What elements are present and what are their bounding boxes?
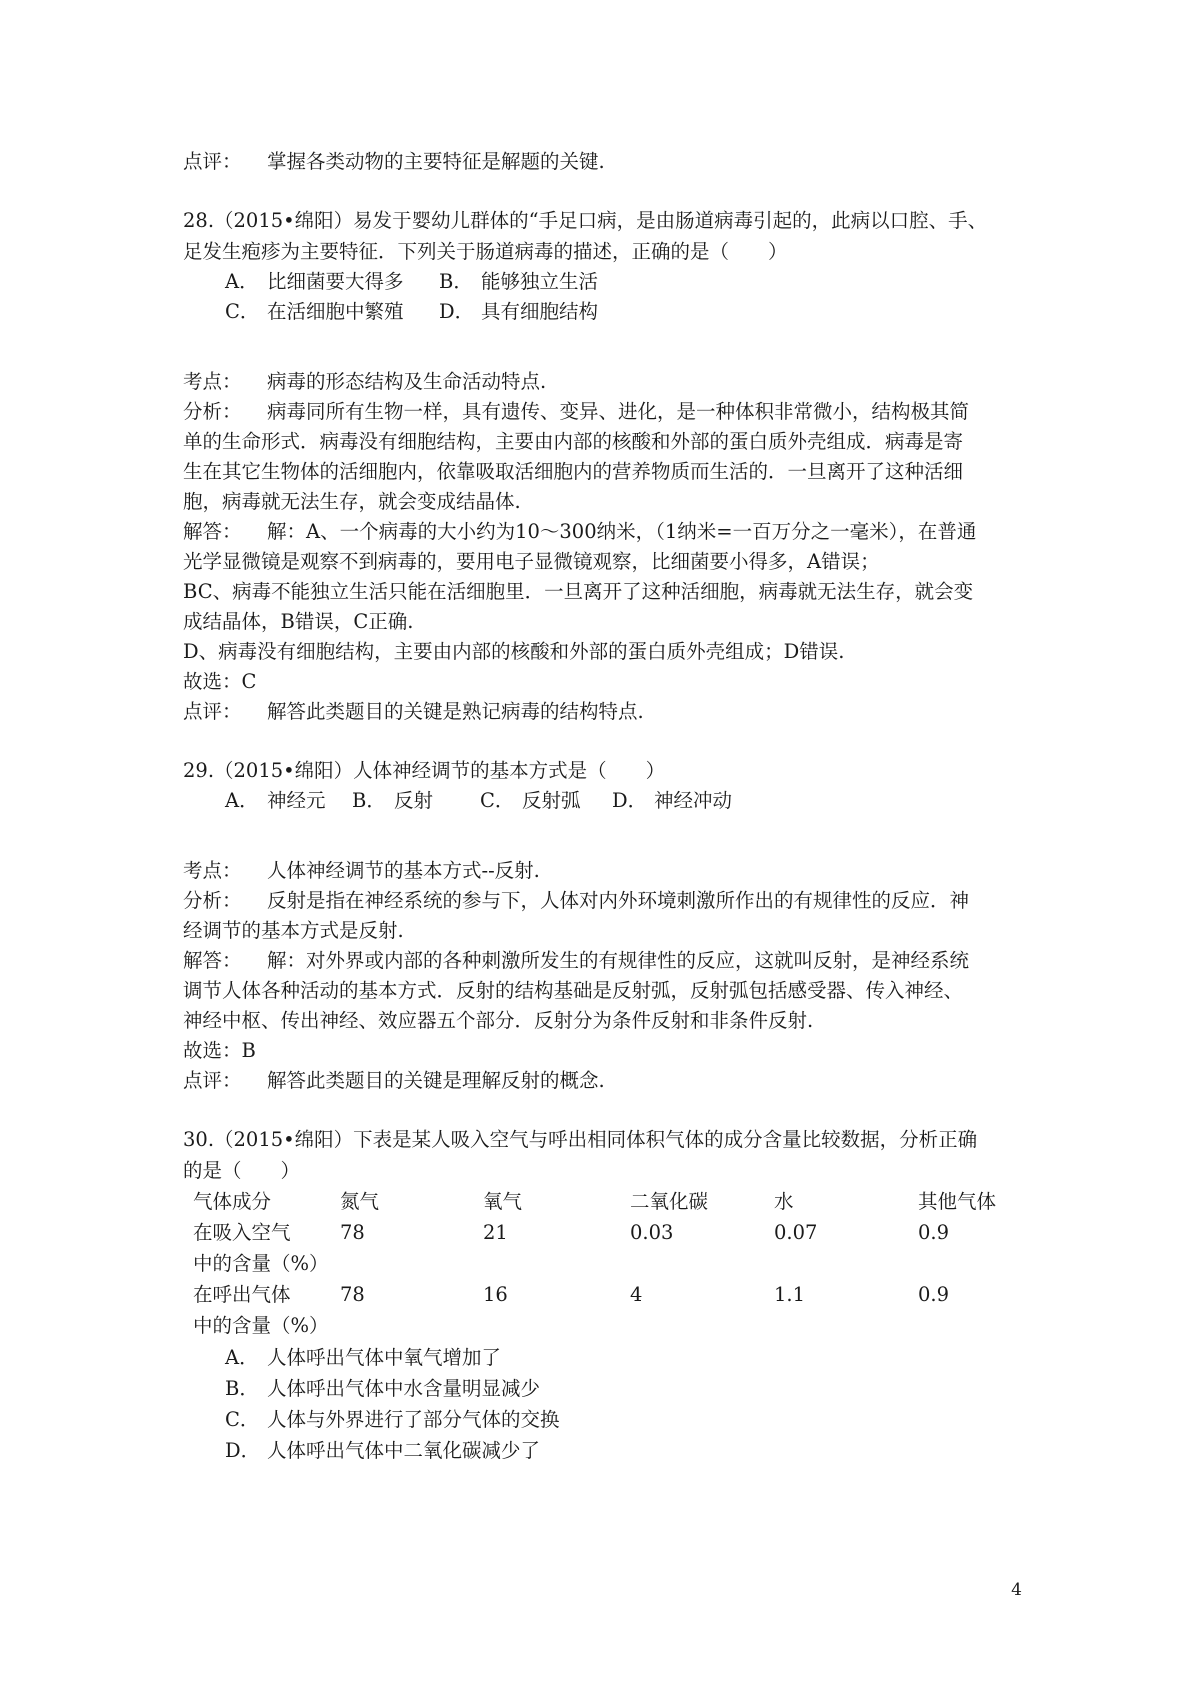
comment-text: 掌握各类动物的主要特征是解题的关键.: [267, 150, 605, 173]
q28-option-d: D． 具有细胞结构: [439, 300, 599, 323]
table-row-label: 在呼出气体: [193, 1283, 291, 1306]
q28-option-b: B． 能够独立生活: [439, 270, 599, 293]
table-cell: 21: [483, 1221, 508, 1244]
q28-fenxi-line-1: 分析： 病毒同所有生物一样，具有遗传、变异、进化，是一种体积非常微小，结构极其简: [183, 400, 970, 423]
q30-option-a: A． 人体呼出气体中氧气增加了: [225, 1346, 502, 1369]
table-header-cell: 氧气: [483, 1190, 523, 1213]
q28-kaodian: 考点： 病毒的形态结构及生命活动特点.: [183, 370, 547, 393]
q28-fenxi-line-2: 单的生命形式．病毒没有细胞结构，主要由内部的核酸和外部的蛋白质外壳组成．病毒是寄: [183, 430, 964, 453]
q28-jieda-line-4: 成结晶体，B错误，C正确.: [183, 610, 414, 633]
table-cell: 78: [340, 1283, 365, 1306]
q28-jieda-line-3: BC、病毒不能独立生活只能在活细胞里．一旦离开了这种活细胞，病毒就无法生存，就会变: [183, 580, 974, 603]
q29-fenxi-line-1: 分析： 反射是指在神经系统的参与下，人体对内外环境刺激所作出的有规律性的反应．神: [183, 889, 970, 912]
q28-fenxi-line-3: 生在其它生物体的活细胞内，依靠吸取活细胞内的营养物质而生活的．一旦离开了这种活细: [183, 460, 964, 483]
q30-stem-line-2: 的是（ ）: [183, 1159, 301, 1182]
table-cell: 1.1: [774, 1283, 806, 1306]
q29-option-c: C． 反射弧: [480, 789, 581, 812]
q29-stem: 29.（2015•绵阳）人体神经调节的基本方式是（ ）: [183, 759, 666, 782]
top-comment: [183, 146, 605, 178]
table-header-cell: 气体成分: [193, 1190, 272, 1213]
table-cell: 0.03: [630, 1221, 674, 1244]
q29-kaodian: 考点： 人体神经调节的基本方式--反射.: [183, 859, 540, 882]
q29-jieda-line-2: 调节人体各种活动的基本方式．反射的结构基础是反射弧，反射弧包括感受器、传入神经、: [183, 979, 964, 1002]
table-header-cell: 二氧化碳: [630, 1190, 709, 1213]
q28-answer: 故选：C: [183, 670, 257, 693]
q29-option-d: D． 神经冲动: [612, 789, 733, 812]
q29-jieda-line-1: 解答： 解：对外界或内部的各种刺激所发生的有规律性的反应，这就叫反射，是神经系统: [183, 949, 970, 972]
q28-fenxi-line-4: 胞，病毒就无法生存，就会变成结晶体.: [183, 490, 521, 513]
q28-stem-line-1: 28.（2015•绵阳）易发于婴幼儿群体的“手足口病，是由肠道病毒引起的，此病以口腔、手、: [183, 209, 988, 232]
table-row-label: 中的含量（%）: [193, 1252, 329, 1275]
q28-jieda-line-2: 光学显微镜是观察不到病毒的，要用电子显微镜观察，比细菌要小得多，A错误；: [183, 550, 880, 573]
q28-option-a: A． 比细菌要大得多: [225, 270, 404, 293]
q30-option-b: B． 人体呼出气体中水含量明显减少: [225, 1377, 541, 1400]
q28-stem-line-2: 足发生疱疹为主要特征．下列关于肠道病毒的描述，正确的是（ ）: [183, 240, 788, 263]
comment-label: 点评：: [183, 150, 242, 173]
q29-fenxi-line-2: 经调节的基本方式是反射.: [183, 919, 404, 942]
table-cell: 4: [630, 1283, 643, 1306]
table-cell: 0.9: [918, 1283, 950, 1306]
table-header-cell: 其他气体: [918, 1190, 997, 1213]
q30-stem-line-1: 30.（2015•绵阳）下表是某人吸入空气与呼出相同体积气体的成分含量比较数据，分析正确: [183, 1128, 978, 1151]
q29-jieda-line-3: 神经中枢、传出神经、效应器五个部分．反射分为条件反射和非条件反射.: [183, 1009, 814, 1032]
table-cell: 0.07: [774, 1221, 818, 1244]
table-header-cell: 氮气: [340, 1190, 380, 1213]
table-cell: 16: [483, 1283, 508, 1306]
q29-option-a: A． 神经元: [225, 789, 326, 812]
table-header-cell: 水: [774, 1190, 794, 1213]
q28-jieda-line-1: 解答： 解：A、一个病毒的大小约为10～300纳米，（1纳米=一百万分之一毫米），在普通: [183, 520, 977, 543]
q29-option-b: B． 反射: [352, 789, 434, 812]
table-row-label: 在吸入空气: [193, 1221, 291, 1244]
q28-jieda-line-5: D、病毒没有细胞结构，主要由内部的核酸和外部的蛋白质外壳组成；D错误.: [183, 640, 845, 663]
q29-answer: 故选：B: [183, 1039, 256, 1062]
q30-option-c: C． 人体与外界进行了部分气体的交换: [225, 1408, 560, 1431]
table-cell: 78: [340, 1221, 365, 1244]
q28-dianping: 点评： 解答此类题目的关键是熟记病毒的结构特点.: [183, 700, 644, 723]
q29-dianping: 点评： 解答此类题目的关键是理解反射的概念.: [183, 1069, 605, 1092]
table-row-label: 中的含量（%）: [193, 1314, 329, 1337]
table-cell: 0.9: [918, 1221, 950, 1244]
page-number: 4: [1011, 1580, 1022, 1600]
q28-option-c: C． 在活细胞中繁殖: [225, 300, 404, 323]
q30-option-d: D． 人体呼出气体中二氧化碳减少了: [225, 1439, 541, 1462]
